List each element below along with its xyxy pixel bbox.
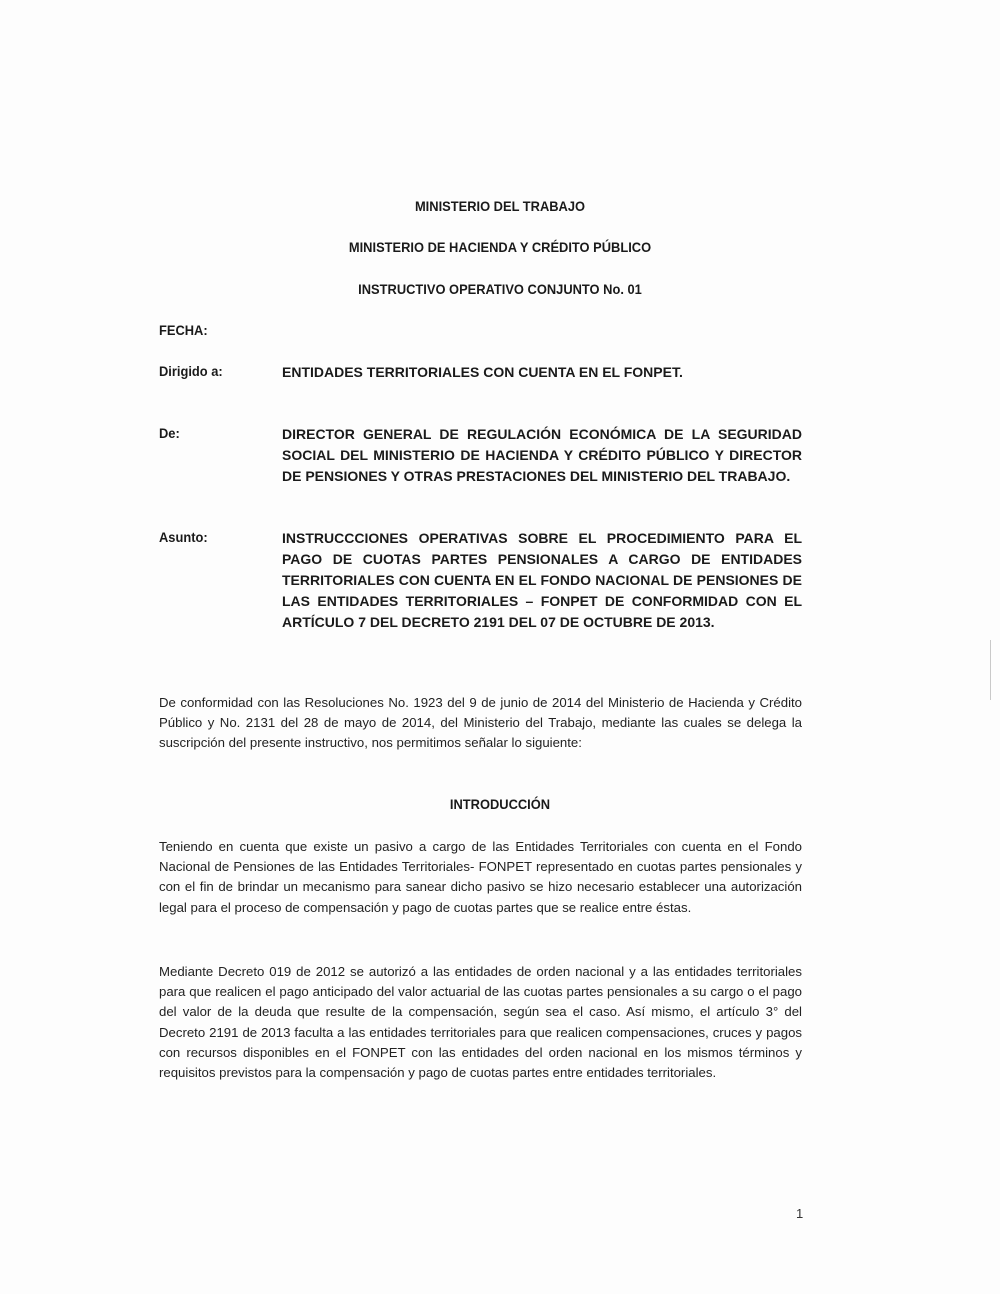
paragraph-pasivo: Teniendo en cuenta que existe un pasivo a cargo de las Entidades Territoriales con cuenta en el Fondo Nacional de Pensiones de las Entidades Territoriales- FONPET representado en cuotas partes pensionales y con el fin de brindar un mecanismo para sanear dicho pasivo se hizo necesario establecer una autorización legal para el proceso de compensación y pago de cuotas partes que se realice entre éstas. xyxy=(159,839,802,915)
asunto-value: INSTRUCCCIONES OPERATIVAS SOBRE EL PROCEDIMIENTO PARA EL PAGO DE CUOTAS PARTES PENSIONALES A CARGO DE ENTIDADES TERRITORIALES CON CUENTA EN EL FONDO NACIONAL DE PENSIONES DE LAS ENTIDADES TERRITORIALES – FONPET DE CONFORMIDAD CON EL ARTÍCULO 7 DEL DECRETO 2191 DEL 07 DE OCTUBRE DE 2013. xyxy=(282,530,802,630)
dirigido-label: Dirigido a: xyxy=(159,363,223,379)
section-title-introduccion: INTRODUCCIÓN xyxy=(449,796,551,812)
de-label: De: xyxy=(159,425,180,441)
instructive-title: INSTRUCTIVO OPERATIVO CONJUNTO No. 01 xyxy=(358,281,642,297)
scan-edge-mark xyxy=(990,640,991,700)
fecha-label: FECHA: xyxy=(159,322,208,338)
dirigido-value: ENTIDADES TERRITORIALES CON CUENTA EN EL FONPET. xyxy=(282,364,683,380)
ministry-labor-heading: MINISTERIO DEL TRABAJO xyxy=(414,198,586,214)
ministry-finance-heading: MINISTERIO DE HACIENDA Y CRÉDITO PÚBLICO xyxy=(348,239,652,255)
intro-paragraph: De conformidad con las Resoluciones No. 1923 del 9 de junio de 2014 del Ministerio de Hacienda y Crédito Público y No. 2131 del 28 de mayo de 2014, del Ministerio del Trabajo, mediante las cuales se delega la suscripción del presente instructivo, nos permitimos señalar lo siguiente: xyxy=(159,695,802,751)
paragraph-decreto: Mediante Decreto 019 de 2012 se autorizó a las entidades de orden nacional y a las entidades territoriales para que realicen el pago anticipado del valor actuarial de las cuotas partes pensionales a su cargo o el pago del valor de la deuda que resulte de la compensación, según sea el caso. Así mismo, el artículo 3° del Decreto 2191 de 2013 faculta a las entidades territoriales para que realicen compensaciones, cruces y pagos con recursos disponibles en el FONPET con las entidades del orden nacional en los mismos términos y requisitos previstos para la compensación y pago de cuotas partes entre entidades territoriales. xyxy=(159,964,802,1081)
de-value: DIRECTOR GENERAL DE REGULACIÓN ECONÓMICA DE LA SEGURIDAD SOCIAL DEL MINISTERIO DE HACIENDA Y CRÉDITO PÚBLICO Y DIRECTOR DE PENSIONES Y OTRAS PRESTACIONES DEL MINISTERIO DEL TRABAJO. xyxy=(282,426,802,484)
page-number: 1 xyxy=(796,1206,804,1221)
asunto-label: Asunto: xyxy=(159,529,208,545)
